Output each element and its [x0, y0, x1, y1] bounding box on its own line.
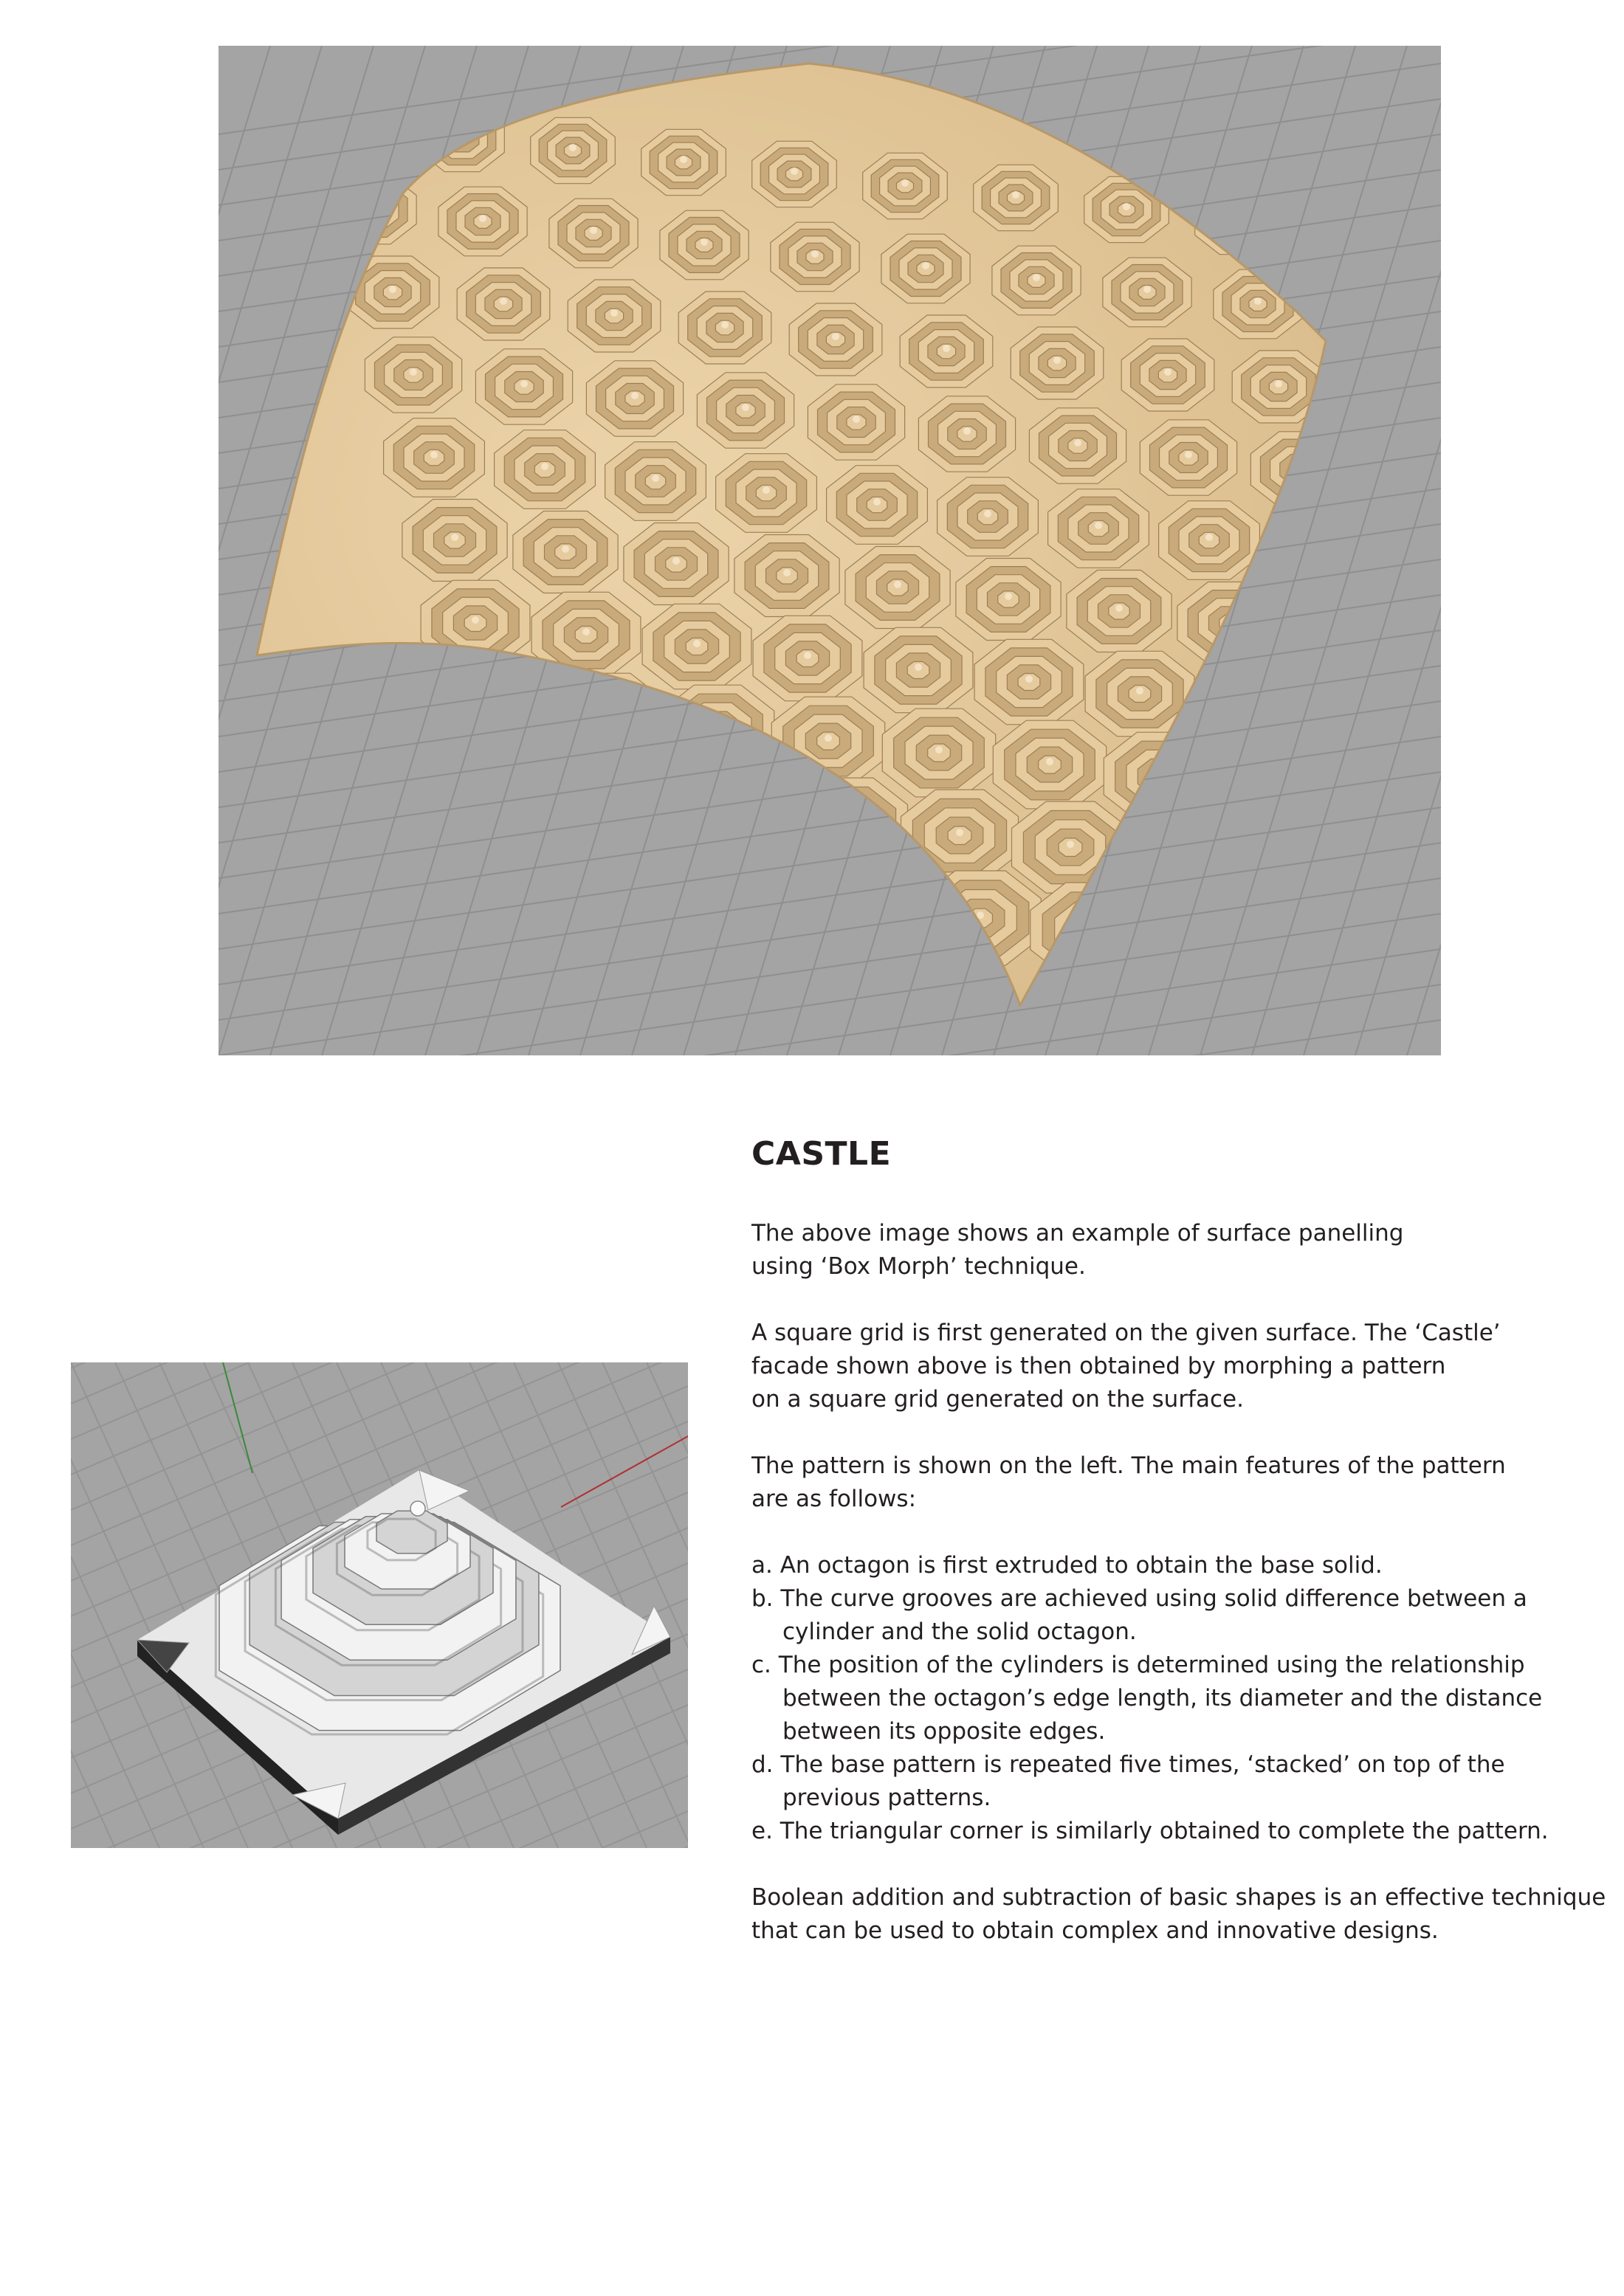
pattern-tile-render	[71, 1362, 688, 1848]
pattern-tile-image	[71, 1362, 688, 1848]
feature-item: e. The triangular corner is similarly obtained to complete the pattern.	[751, 1818, 1549, 1844]
page-title: CASTLE	[751, 1135, 892, 1173]
pattern-intro-paragraph: The pattern is shown on the left. The main features of the pattern are as follows:	[751, 1452, 1506, 1512]
feature-item: a. An octagon is first extruded to obtain the base solid.	[751, 1552, 1383, 1579]
method-paragraph: A square grid is first generated on the given surface. The ‘Castle’ facade shown above is then obtained by morphing a pattern on a square grid generated on the surface.	[751, 1320, 1501, 1413]
closing-paragraph: Boolean addition and subtraction of basic shapes is an effective technique that can be used to obtain complex and innovative designs.	[751, 1884, 1606, 1944]
feature-item: d. The base pattern is repeated five times, ‘stacked’ on top of the previous patterns.	[751, 1751, 1505, 1811]
feature-item: b. The curve grooves are achieved using solid difference between a cylinder and the solid octagon.	[751, 1585, 1527, 1645]
feature-item: c. The position of the cylinders is determined using the relationship between the octagon’s edge length, its diameter and the distance between its opposite edges.	[751, 1652, 1543, 1745]
features-list	[751, 1549, 1608, 1848]
panelled-surface-image	[219, 46, 1441, 1055]
intro-paragraph: The above image shows an example of surface panelling using ‘Box Morph’ technique.	[751, 1220, 1404, 1280]
description-column	[751, 1135, 1608, 1981]
panelled-surface-render	[219, 46, 1441, 1055]
